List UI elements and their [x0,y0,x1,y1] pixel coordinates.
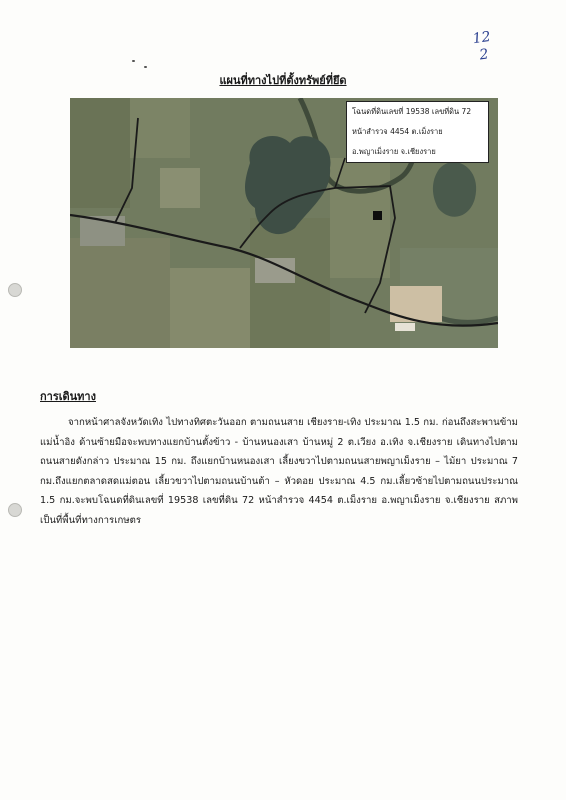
page-mark-bottom: 2 [478,46,490,64]
legend-survey-page: หน้าสำรวจ 4454 ต.เม็งราย [352,127,443,136]
scan-speck [132,60,135,62]
punch-hole-bottom [8,503,22,517]
document-title: แผนที่ทางไปที่ตั้งทรัพย์ที่ยึด [219,74,347,87]
map-legend-box [346,101,489,163]
directions-text [40,413,518,530]
satellite-map [70,98,498,348]
section-heading: การเดินทาง [40,390,96,403]
handwritten-page-number [472,29,494,65]
scan-speck [144,66,147,68]
page-mark-top: 12 [471,28,492,48]
legend-deed-number: โฉนดที่ดินเลขที่ 19538 เลขที่ดิน 72 [352,107,472,116]
directions-paragraph: จากหน้าศาลจังหวัดเทิง ไปทางทิศตะวันออก ตามถนนสาย เชียงราย-เทิง ประมาณ 1.5 กม. ก่อนถึงสะพานข้ามแม่น้ำอิง ด้านซ้ายมือจะพบทางแยกบ้านตั้งข้าว - บ้านหนองเสา บ้านหมู่ 2 ต.เวียง อ.เทิง จ.เชียงราย เดินทางไปตามถนนสายดังกล่าว ประมาณ 15 กม. ถึงแยกบ้านหนองเสา เลี้ยงขวาไปตามถนนสายพญาเม็งราย – ไม้ยา ประมาณ 7 กม.ถึงแยกตลาดสดแม่ตอน เลี้ยวขวาไปตามถนนบ้านต้า – หัวดอย ประมาณ 4.5 กม.เลี้ยวซ้ายไปตามถนนประมาณ 1.5 กม.จะพบโฉนดที่ดินเลขที่ 19538 เลขที่ดิน 72 หน้าสำรวจ 4454 ต.เม็งราย อ.พญาเม็งราย จ.เชียงราย สภาพเป็นที่พื้นที่ทางการเกษตร [40,417,518,526]
legend-district: อ.พญาเม็งราย จ.เชียงราย [352,147,436,156]
punch-hole-top [8,283,22,297]
